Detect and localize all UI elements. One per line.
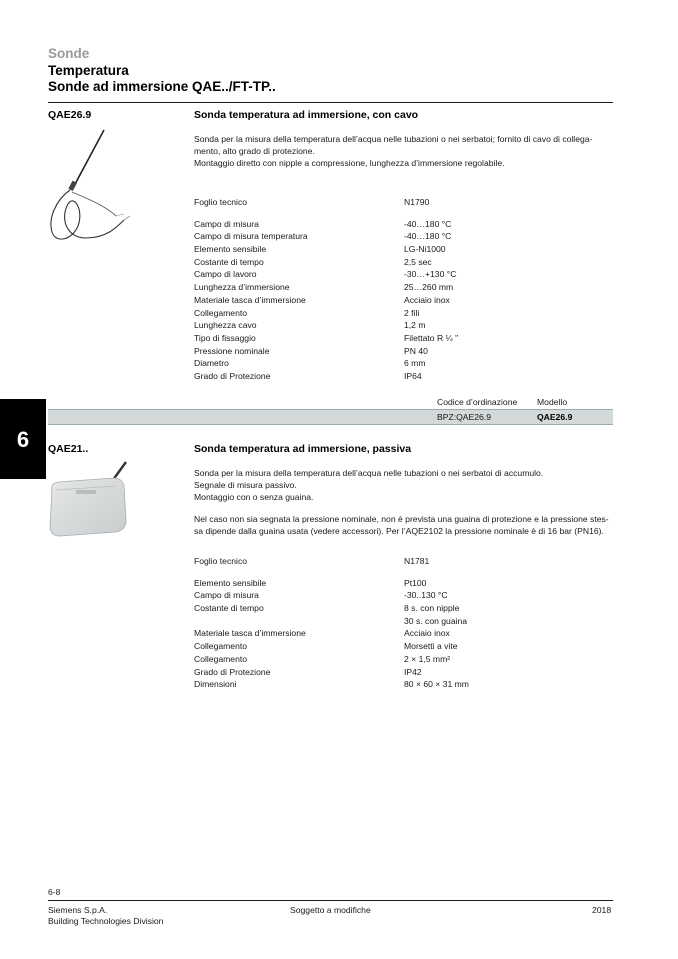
spec-label: Lunghezza cavo	[194, 320, 257, 331]
spec-label: Collegamento	[194, 641, 248, 652]
spec-row	[194, 357, 494, 370]
product1-description	[194, 133, 614, 169]
spec-row	[194, 653, 494, 666]
spec-row	[194, 666, 494, 679]
header-subcategory: Temperatura	[48, 63, 129, 78]
spec-value: -40…180 °C	[404, 218, 452, 229]
spec-row	[194, 627, 494, 640]
product1-title: Sonda temperatura ad immersione, con cavo	[194, 109, 419, 121]
header-divider	[48, 102, 613, 103]
spec-value: Acciaio inox	[404, 294, 450, 305]
product1-desc-line: mento, alto grado di protezione.	[194, 146, 315, 156]
spec-value: 25…260 mm	[404, 282, 454, 293]
product2-sensor-housing-image	[46, 460, 138, 538]
chapter-tab[interactable]	[0, 399, 46, 479]
spec-row-datasheet	[194, 555, 494, 568]
product2-specs	[194, 555, 494, 691]
spec-row	[194, 243, 494, 256]
spec-row	[194, 370, 494, 383]
spec-value: -30…+130 °C	[404, 269, 457, 280]
spec-row-datasheet	[194, 196, 494, 209]
spec-value: 8 s. con nipple	[404, 603, 460, 614]
spec-label: Elemento sensibile	[194, 577, 267, 588]
product1-desc-line: Montaggio diretto con nipple a compressione, lunghezza d’immersione regolabile.	[194, 158, 505, 168]
spec-label: Grado di Protezione	[194, 370, 271, 381]
spec-label: Materiale tasca d’immersione	[194, 628, 306, 639]
spec-value: N1781	[404, 556, 430, 566]
page-title: Sonde ad immersione QAE../FT-TP..	[48, 79, 276, 94]
spec-label: Grado di Protezione	[194, 666, 271, 677]
spec-row	[194, 319, 494, 332]
product1-code: QAE26.9	[48, 109, 92, 121]
spec-value: 2,5 sec	[404, 256, 432, 267]
spec-label: Costante di tempo	[194, 603, 264, 614]
spec-label: Campo di misura	[194, 218, 259, 229]
spec-row	[194, 615, 494, 628]
product2-note-line: Nel caso non sia segnata la pressione nominale, non è prevista una guaina di protezione e la pressione stes-	[194, 514, 609, 524]
spec-row	[194, 268, 494, 281]
spec-value: 80 × 60 × 31 mm	[404, 679, 469, 690]
product2-desc-line: Segnale di misura passivo.	[194, 480, 297, 490]
spec-value: -40…180 °C	[404, 231, 452, 242]
spec-label: Pressione nominale	[194, 345, 270, 356]
product2-desc-line: Sonda per la misura della temperatura dell’acqua nelle tubazioni o nei serbatoi di accumulo.	[194, 468, 544, 478]
spec-label: Campo di misura temperatura	[194, 231, 308, 242]
order-code-header: Codice d’ordinazione	[437, 397, 518, 407]
spec-label: Collegamento	[194, 653, 248, 664]
spec-label: Campo di misura	[194, 590, 259, 601]
footer-year: 2018	[592, 905, 612, 915]
spec-value: IP64	[404, 370, 422, 381]
spec-value: N1790	[404, 197, 430, 207]
spec-row	[194, 678, 494, 691]
spec-value: 2 × 1,5 mm²	[404, 653, 451, 664]
footer-company: Siemens S.p.A.	[48, 905, 108, 915]
spec-row	[194, 256, 494, 269]
spec-value: PN 40	[404, 345, 428, 356]
chapter-tab-number: 6	[16, 427, 30, 452]
spec-value: LG-Ni1000	[404, 244, 446, 255]
product2-description	[194, 467, 614, 537]
spec-row	[194, 281, 494, 294]
spec-row	[194, 589, 494, 602]
product2-desc-line: Montaggio con o senza guaina.	[194, 492, 314, 502]
spec-label: Costante di tempo	[194, 256, 264, 267]
order-model: QAE26.9	[537, 412, 573, 422]
spec-value: Morsetti a vite	[404, 641, 458, 652]
product1-cable-sensor-image	[46, 128, 136, 246]
spec-row	[194, 345, 494, 358]
spec-label: Foglio tecnico	[194, 197, 248, 207]
spec-row	[194, 602, 494, 615]
spec-row	[194, 640, 494, 653]
order-row	[48, 409, 613, 425]
spec-row	[194, 577, 494, 590]
order-model-header: Modello	[537, 397, 568, 407]
spec-value: 2 fili	[404, 307, 420, 318]
spec-value: Pt100	[404, 577, 427, 588]
footer-note: Soggetto a modifiche	[290, 905, 371, 915]
product2-note-line: sa dipende dalla guaina usata (vedere accessori). Per l’AQE2102 la pressione nominale è di 16 bar (PN16).	[194, 526, 604, 536]
product1-desc-line: Sonda per la misura della temperatura dell’acqua nelle tubazioni o nei serbatoi; fornito di cavo di collega-	[194, 134, 593, 144]
spec-row	[194, 230, 494, 243]
header-category: Sonde	[48, 46, 90, 61]
spec-label: Diametro	[194, 358, 229, 369]
spec-row	[194, 294, 494, 307]
page-number: 6-8	[48, 887, 61, 897]
spec-label: Lunghezza d’immersione	[194, 282, 290, 293]
order-code: BPZ:QAE26.9	[437, 412, 491, 422]
product2-title: Sonda temperatura ad immersione, passiva	[194, 443, 412, 455]
spec-row	[194, 218, 494, 231]
product2-code: QAE21..	[48, 443, 89, 455]
product1-specs	[194, 196, 494, 383]
spec-row	[194, 307, 494, 320]
spec-value: 6 mm	[404, 358, 426, 369]
footer-divider	[48, 900, 613, 901]
spec-label: Materiale tasca d’immersione	[194, 294, 306, 305]
spec-label: Tipo di fissaggio	[194, 332, 256, 343]
spec-value: IP42	[404, 666, 422, 677]
spec-label: Collegamento	[194, 307, 248, 318]
spec-label: Campo di lavoro	[194, 269, 257, 280]
spec-value: Acciaio inox	[404, 628, 450, 639]
spec-label: Foglio tecnico	[194, 556, 248, 566]
footer-division: Building Technologies Division	[48, 916, 164, 926]
spec-value: Filettato R ¼ "	[404, 332, 459, 343]
spec-value: 1,2 m	[404, 320, 426, 331]
spec-row	[194, 332, 494, 345]
spec-label: Elemento sensibile	[194, 244, 267, 255]
spec-label: Dimensioni	[194, 679, 237, 690]
spec-value: -30..130 °C	[404, 590, 448, 601]
spec-value: 30 s. con guaina	[404, 615, 468, 626]
